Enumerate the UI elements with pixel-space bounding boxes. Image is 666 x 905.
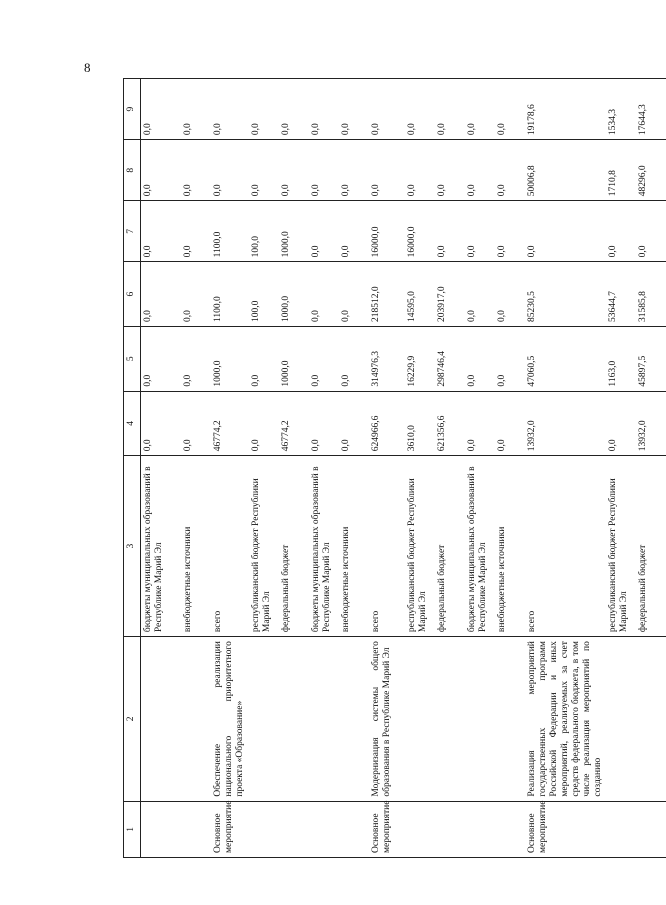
value-cell: 0,0: [369, 79, 405, 140]
value-cell: 46774,2: [279, 391, 309, 456]
value-cell: 13932,0: [636, 391, 666, 456]
funding-source-cell: бюджеты муниципальных образований в Республике Марий Эл: [309, 456, 339, 637]
category-cell: [141, 801, 181, 857]
value-cell: 0,0: [339, 140, 369, 201]
value-cell: 0,0: [141, 79, 181, 140]
description-cell: [405, 637, 435, 801]
value-cell: 0,0: [249, 79, 279, 140]
header-cell: 7: [124, 201, 141, 262]
value-cell: 0,0: [405, 79, 435, 140]
category-cell: [339, 801, 369, 857]
value-cell: 314976,3: [369, 326, 405, 391]
header-cell: 1: [124, 801, 141, 857]
description-cell: [465, 637, 495, 801]
value-cell: 0,0: [495, 391, 525, 456]
value-cell: 0,0: [211, 140, 249, 201]
value-cell: 85230,5: [525, 262, 606, 327]
value-cell: 0,0: [465, 140, 495, 201]
value-cell: 0,0: [525, 201, 606, 262]
description-cell: [141, 637, 181, 801]
header-cell: 6: [124, 262, 141, 327]
table-row: [636, 79, 666, 858]
value-cell: 0,0: [279, 79, 309, 140]
category-cell: [606, 801, 636, 857]
category-cell: [636, 801, 666, 857]
value-cell: 13932,0: [525, 391, 606, 456]
table-row: [309, 79, 339, 858]
value-cell: 100,0: [249, 262, 279, 327]
table-row: [465, 79, 495, 858]
value-cell: 0,0: [339, 201, 369, 262]
table-header: [124, 79, 141, 858]
value-cell: 100,0: [249, 201, 279, 262]
value-cell: 0,0: [141, 391, 181, 456]
value-cell: 0,0: [181, 326, 211, 391]
value-cell: 0,0: [249, 391, 279, 456]
value-cell: 0,0: [465, 201, 495, 262]
value-cell: 0,0: [181, 262, 211, 327]
value-cell: 0,0: [309, 391, 339, 456]
value-cell: 50006,8: [525, 140, 606, 201]
value-cell: 16229,9: [405, 326, 435, 391]
funding-source-cell: внебюджетные источники: [181, 456, 211, 637]
value-cell: 0,0: [606, 391, 636, 456]
value-cell: 621356,6: [435, 391, 465, 456]
value-cell: 0,0: [495, 262, 525, 327]
funding-source-cell: республиканский бюджет Республики Марий Эл: [405, 456, 435, 637]
value-cell: 45897,5: [636, 326, 666, 391]
category-cell: Основное мероприятие: [369, 801, 405, 857]
table-row: [435, 79, 465, 858]
funding-source-cell: всего: [369, 456, 405, 637]
funding-source-cell: федеральный бюджет: [636, 456, 666, 637]
funding-source-cell: республиканский бюджет Республики Марий Эл: [606, 456, 636, 637]
value-cell: 0,0: [141, 326, 181, 391]
value-cell: 0,0: [435, 140, 465, 201]
table-row: [249, 79, 279, 858]
value-cell: 31585,8: [636, 262, 666, 327]
description-cell: [279, 637, 309, 801]
value-cell: 624966,6: [369, 391, 405, 456]
value-cell: 0,0: [339, 391, 369, 456]
description-cell: [249, 637, 279, 801]
value-cell: 47060,5: [525, 326, 606, 391]
value-cell: 0,0: [141, 140, 181, 201]
value-cell: 0,0: [606, 201, 636, 262]
value-cell: 203917,0: [435, 262, 465, 327]
category-cell: [181, 801, 211, 857]
value-cell: 1534,3: [606, 79, 636, 140]
value-cell: 0,0: [309, 140, 339, 201]
value-cell: 1000,0: [211, 326, 249, 391]
value-cell: 1100,0: [211, 262, 249, 327]
value-cell: 1000,0: [279, 326, 309, 391]
category-cell: Основное мероприятие: [525, 801, 606, 857]
value-cell: 0,0: [405, 140, 435, 201]
value-cell: 3610,0: [405, 391, 435, 456]
header-cell: 3: [124, 456, 141, 637]
value-cell: 0,0: [435, 79, 465, 140]
value-cell: 0,0: [181, 391, 211, 456]
description-cell: Реализация мероприятий государственных программ Российской Федерации и иных мероприятий, реализуемых за счет средств федерального бюджета, в том числе реализация мероприятий по созданию: [525, 637, 606, 801]
funding-source-cell: республиканский бюджет Республики Марий Эл: [249, 456, 279, 637]
funding-source-cell: бюджеты муниципальных образований в Республике Марий Эл: [465, 456, 495, 637]
category-cell: [495, 801, 525, 857]
value-cell: 17644,3: [636, 79, 666, 140]
table-row: [339, 79, 369, 858]
value-cell: 0,0: [339, 326, 369, 391]
value-cell: 14595,0: [405, 262, 435, 327]
value-cell: 0,0: [309, 326, 339, 391]
value-cell: 16000,0: [369, 201, 405, 262]
value-cell: 0,0: [495, 79, 525, 140]
table-row: [405, 79, 435, 858]
value-cell: 0,0: [309, 79, 339, 140]
value-cell: 1163,0: [606, 326, 636, 391]
value-cell: 0,0: [369, 140, 405, 201]
funding-source-cell: внебюджетные источники: [495, 456, 525, 637]
funding-source-cell: всего: [211, 456, 249, 637]
description-cell: Обеспечение реализации национального приоритетного проекта «Образование»: [211, 637, 249, 801]
value-cell: 218512,0: [369, 262, 405, 327]
table-row: [279, 79, 309, 858]
table-row: [606, 79, 636, 858]
description-cell: [636, 637, 666, 801]
table-row: [525, 79, 606, 858]
header-cell: 9: [124, 79, 141, 140]
header-cell: 8: [124, 140, 141, 201]
value-cell: 0,0: [435, 201, 465, 262]
value-cell: 0,0: [249, 140, 279, 201]
funding-source-cell: федеральный бюджет: [435, 456, 465, 637]
description-cell: [606, 637, 636, 801]
header-cell: 2: [124, 637, 141, 801]
table-row: [211, 79, 249, 858]
category-cell: [435, 801, 465, 857]
value-cell: 0,0: [181, 201, 211, 262]
value-cell: 0,0: [141, 262, 181, 327]
category-cell: Основное мероприятие: [211, 801, 249, 857]
budget-table: [123, 78, 666, 858]
value-cell: 0,0: [465, 79, 495, 140]
value-cell: 298746,4: [435, 326, 465, 391]
funding-source-cell: всего: [525, 456, 606, 637]
category-cell: [465, 801, 495, 857]
value-cell: 1100,0: [211, 201, 249, 262]
value-cell: 1000,0: [279, 201, 309, 262]
page-number: 8: [84, 60, 91, 75]
funding-source-cell: внебюджетные источники: [339, 456, 369, 637]
category-cell: [279, 801, 309, 857]
header-cell: 4: [124, 391, 141, 456]
table-row: [369, 79, 405, 858]
description-cell: [339, 637, 369, 801]
description-cell: [435, 637, 465, 801]
table-row: [141, 79, 181, 858]
rotated-page: [123, 78, 648, 858]
value-cell: 0,0: [181, 79, 211, 140]
value-cell: 0,0: [465, 326, 495, 391]
description-cell: [181, 637, 211, 801]
value-cell: 0,0: [309, 262, 339, 327]
value-cell: 0,0: [249, 326, 279, 391]
table-row: [181, 79, 211, 858]
category-cell: [405, 801, 435, 857]
value-cell: 0,0: [495, 140, 525, 201]
value-cell: 0,0: [279, 140, 309, 201]
table-row: [495, 79, 525, 858]
value-cell: 0,0: [309, 201, 339, 262]
value-cell: 0,0: [141, 201, 181, 262]
value-cell: 0,0: [339, 79, 369, 140]
value-cell: 46774,2: [211, 391, 249, 456]
value-cell: 53644,7: [606, 262, 636, 327]
value-cell: 0,0: [465, 262, 495, 327]
value-cell: 0,0: [211, 79, 249, 140]
value-cell: 0,0: [181, 140, 211, 201]
value-cell: 16000,0: [405, 201, 435, 262]
funding-source-cell: бюджеты муниципальных образований в Республике Марий Эл: [141, 456, 181, 637]
description-cell: Модернизация системы общего образования в Республике Марий Эл: [369, 637, 405, 801]
category-cell: [249, 801, 279, 857]
value-cell: 1000,0: [279, 262, 309, 327]
value-cell: 0,0: [465, 391, 495, 456]
value-cell: 0,0: [495, 201, 525, 262]
funding-source-cell: федеральный бюджет: [279, 456, 309, 637]
description-cell: [309, 637, 339, 801]
value-cell: 48296,0: [636, 140, 666, 201]
header-cell: 5: [124, 326, 141, 391]
description-cell: [495, 637, 525, 801]
value-cell: 0,0: [636, 201, 666, 262]
value-cell: 19178,6: [525, 79, 606, 140]
value-cell: 1710,8: [606, 140, 636, 201]
value-cell: 0,0: [495, 326, 525, 391]
category-cell: [309, 801, 339, 857]
value-cell: 0,0: [339, 262, 369, 327]
